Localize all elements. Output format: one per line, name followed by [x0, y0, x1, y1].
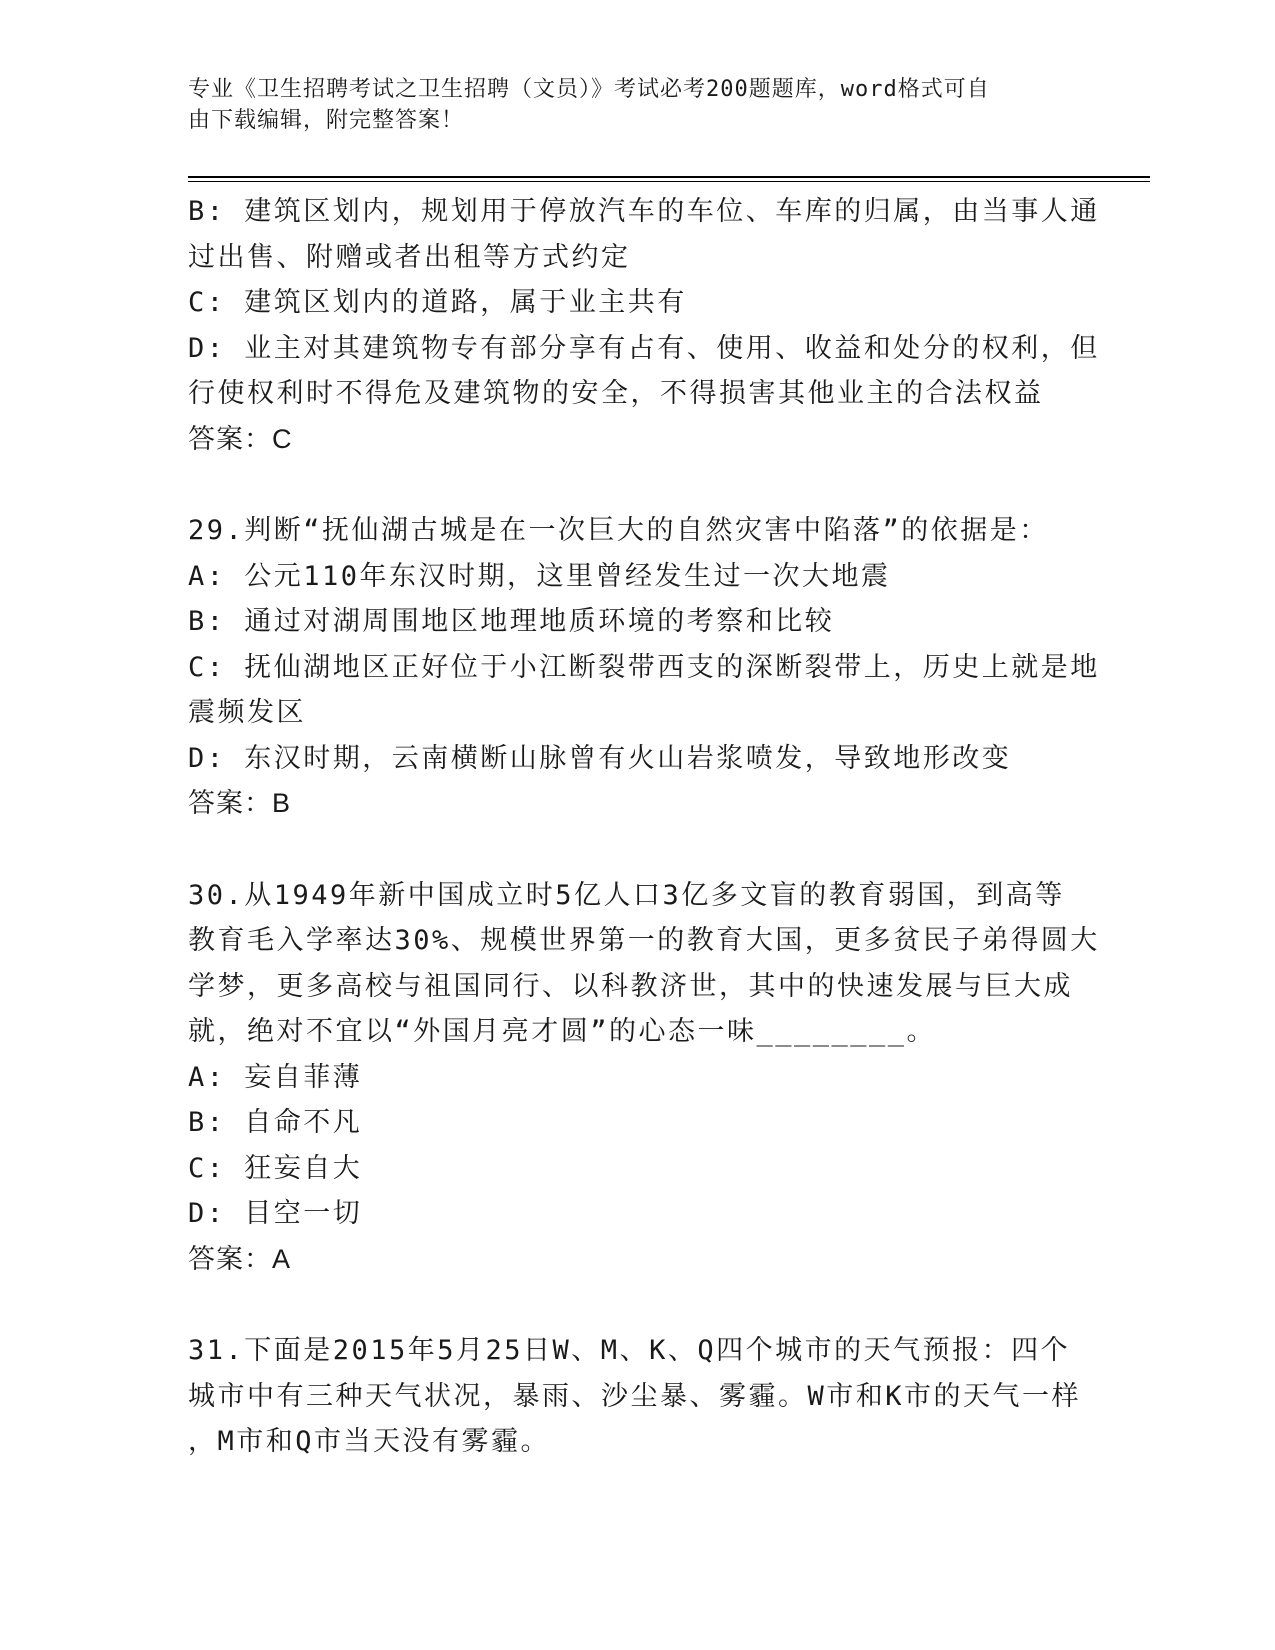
option-b: B: 通过对湖周围地区地理地质环境的考察和比较 — [188, 606, 835, 637]
option-a: A: 妄自菲薄 — [188, 1061, 363, 1093]
option-c-line-2: 震频发区 — [188, 697, 306, 728]
option-c-line-1: C: 抚仙湖地区正好位于小江断裂带西支的深断裂带上，历史上就是地 — [188, 651, 1100, 683]
header-line-1: 专业《卫生招聘考试之卫生招聘（文员）》考试必考200题题库，word格式可自 — [188, 77, 990, 102]
question-stem-line-3: 学梦，更多高校与祖国同行、以科教济世，其中的快速发展与巨大成 — [188, 970, 1073, 1002]
option-c: C: 狂妄自大 — [188, 1152, 363, 1184]
question-30 — [188, 873, 1100, 1283]
question-spacer — [188, 1282, 1088, 1328]
document-header — [188, 74, 1068, 136]
question-28-continued — [188, 189, 1100, 462]
question-31 — [188, 1328, 1088, 1465]
option-b: B: 自命不凡 — [188, 1107, 363, 1138]
question-29 — [188, 508, 1100, 827]
question-stem-line-3: ，M市和Q市当天没有雾霾。 — [188, 1426, 551, 1457]
header-divider-thin — [188, 181, 1150, 182]
question-stem-line-4: 就，绝对不宜以“外国月亮才圆”的心态一味________。 — [188, 1016, 937, 1047]
question-stem-line-2: 城市中有三种天气状况，暴雨、沙尘暴、雾霾。W市和K市的天气一样 — [188, 1380, 1082, 1412]
header-divider-thick — [188, 176, 1150, 178]
option-b-line-1: B: 建筑区划内，规划用于停放汽车的车位、车库的归属，由当事人通 — [188, 196, 1100, 227]
option-d-line-2: 行使权利时不得危及建筑物的安全，不得损害其他业主的合法权益 — [188, 378, 1044, 409]
question-stem: 29.判断“抚仙湖古城是在一次巨大的自然灾害中陷落”的依据是： — [188, 515, 1049, 546]
question-stem-line-1: 31.下面是2015年5月25日W、M、K、Q四个城市的天气预报：四个 — [188, 1335, 1071, 1366]
document-body — [188, 189, 1100, 1465]
option-a: A: 公元110年东汉时期，这里曾经发生过一次大地震 — [188, 560, 891, 592]
answer-line: 答案：C — [188, 423, 293, 454]
option-d-line-1: D: 业主对其建筑物专有部分享有占有、使用、收益和处分的权利，但 — [188, 332, 1100, 364]
option-d: D: 东汉时期，云南横断山脉曾有火山岩浆喷发，导致地形改变 — [188, 742, 1012, 774]
question-stem-line-1: 30.从1949年新中国成立时5亿人口3亿多文盲的教育弱国，到高等 — [188, 879, 1065, 911]
question-spacer — [188, 827, 1088, 873]
header-line-2: 由下载编辑，附完整答案！ — [188, 108, 465, 133]
option-d: D: 目空一切 — [188, 1198, 363, 1229]
question-spacer — [188, 462, 1088, 508]
option-b-line-2: 过出售、附赠或者出租等方式约定 — [188, 241, 631, 273]
question-stem-line-2: 教育毛入学率达30%、规模世界第一的教育大国，更多贫民子弟得圆大 — [188, 925, 1100, 956]
option-c: C: 建筑区划内的道路，属于业主共有 — [188, 287, 687, 318]
answer-line: 答案：A — [188, 1243, 292, 1274]
answer-line: 答案：B — [188, 788, 292, 818]
